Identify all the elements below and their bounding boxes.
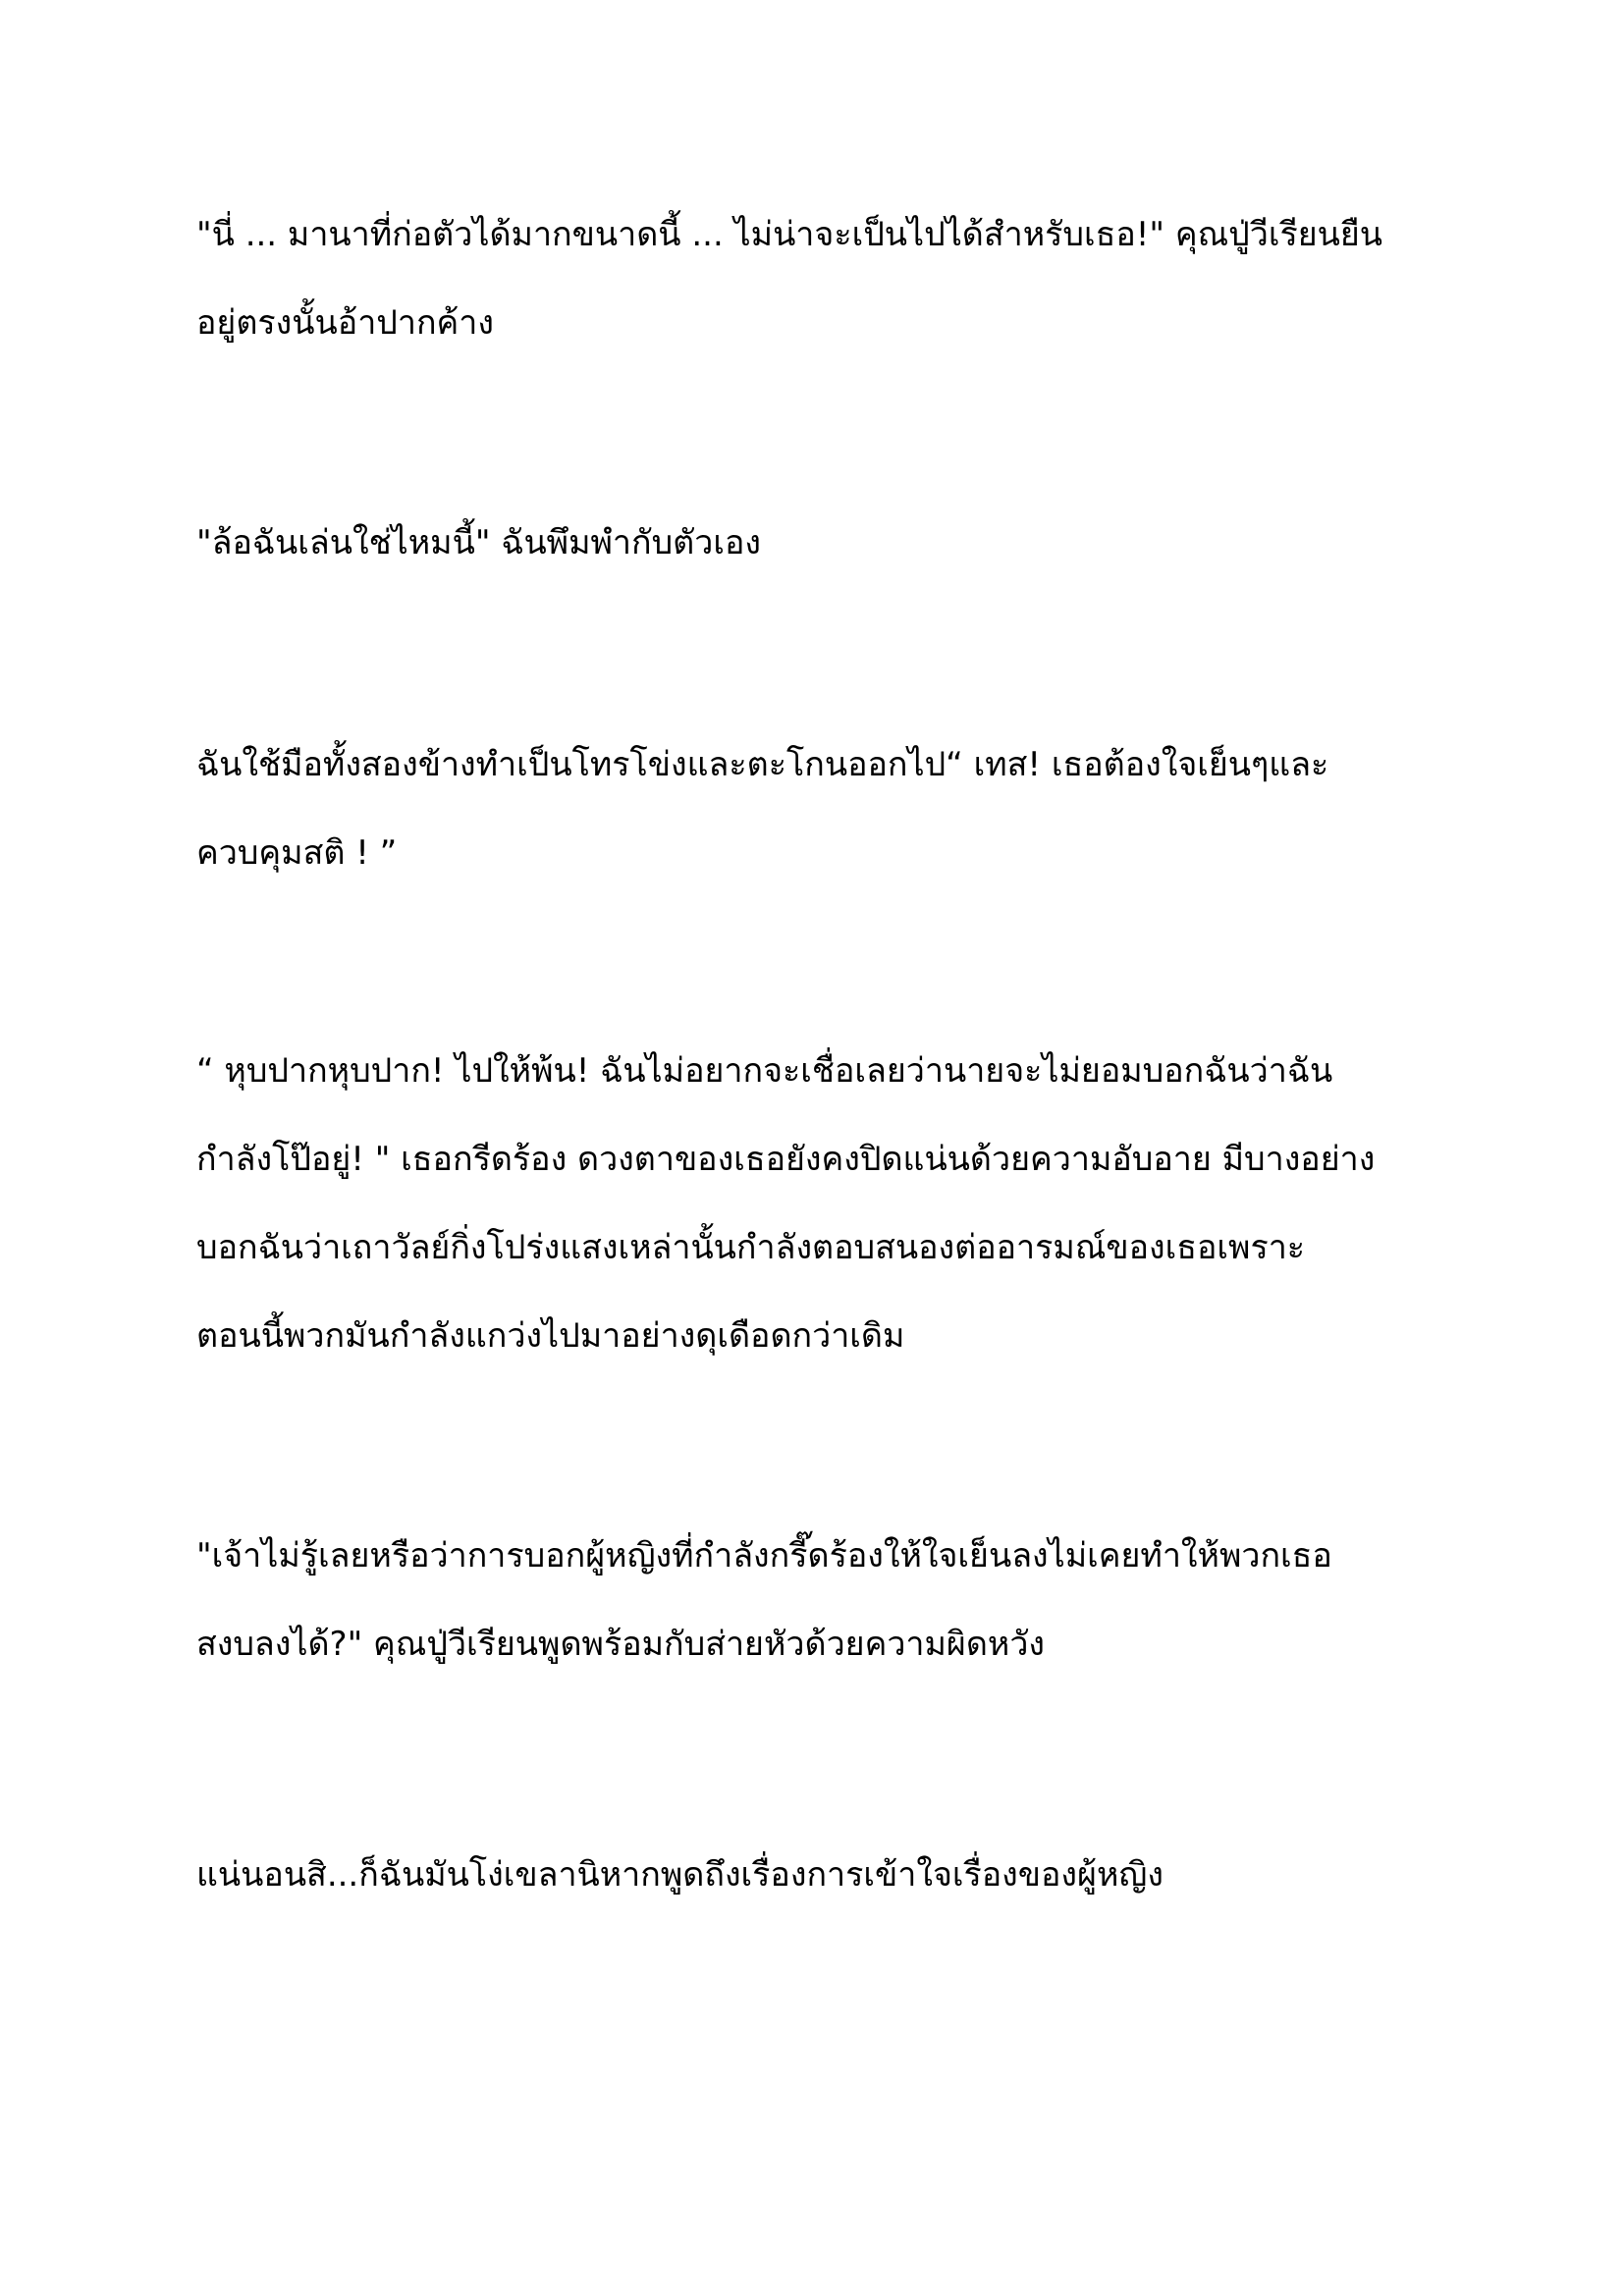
- paragraph-line: "เจ้าไม่รู้เลยหรือว่าการบอกผู้หญิงที่กำลังกรี๊ดร้องให้ใจเย็นลงไม่เคยทำให้พวกเธอ: [196, 1536, 1332, 1575]
- paragraph-3: [196, 721, 1473, 897]
- paragraph-1: [196, 190, 1473, 367]
- paragraph-line: "นี่ ... มานาที่ก่อตัวได้มากขนาดนี้ ... ไม่น่าจะเป็นไปได้สำหรับเธอ!" คุณปู่วีเรียนยืน: [196, 215, 1383, 254]
- paragraph-line: "ล้อฉันเล่นใช่ไหมนี้" ฉันพึมพำกับตัวเอง: [196, 523, 761, 562]
- paragraph-line: “ หุบปากหุบปาก! ไปให้พ้น! ฉันไม่อยากจะเชื่อเลยว่านายจะไม่ยอมบอกฉันว่าฉัน: [196, 1051, 1333, 1091]
- paragraph-6: [196, 1831, 1473, 1919]
- paragraph-4: [196, 1027, 1473, 1380]
- paragraph-line: แน่นอนสิ...ก็ฉันมันโง่เขลานิหากพูดถึงเรื่องการเข้าใจเรื่องของผู้หญิง: [196, 1855, 1164, 1895]
- paragraph-2: [196, 499, 1473, 587]
- paragraph-line: ตอนนี้พวกมันกำลังแกว่งไปมาอย่างดุเดือดกว่าเดิม: [196, 1316, 905, 1356]
- paragraph-5: [196, 1512, 1473, 1688]
- paragraph-line: ควบคุมสติ ! ”: [196, 833, 398, 873]
- paragraph-line: ฉันใช้มือทั้งสองข้างทำเป็นโทรโข่งและตะโกนออกไป“ เทส! เธอต้องใจเย็นๆและ: [196, 745, 1329, 784]
- paragraph-line: สงบลงได้?" คุณปู่วีเรียนพูดพร้อมกับส่ายหัวด้วยความผิดหวัง: [196, 1625, 1046, 1664]
- paragraph-line: กำลังโป๊อยู่! " เธอกรีดร้อง ดวงตาของเธอยังคงปิดแน่นด้วยความอับอาย มีบางอย่าง: [196, 1140, 1376, 1179]
- paragraph-line: บอกฉันว่าเถาวัลย์กิ่งโปร่งแสงเหล่านั้นกำลังตอบสนองต่ออารมณ์ของเธอเพราะ: [196, 1228, 1306, 1267]
- paragraph-line: อยู่ตรงนั้นอ้าปากค้าง: [196, 303, 494, 343]
